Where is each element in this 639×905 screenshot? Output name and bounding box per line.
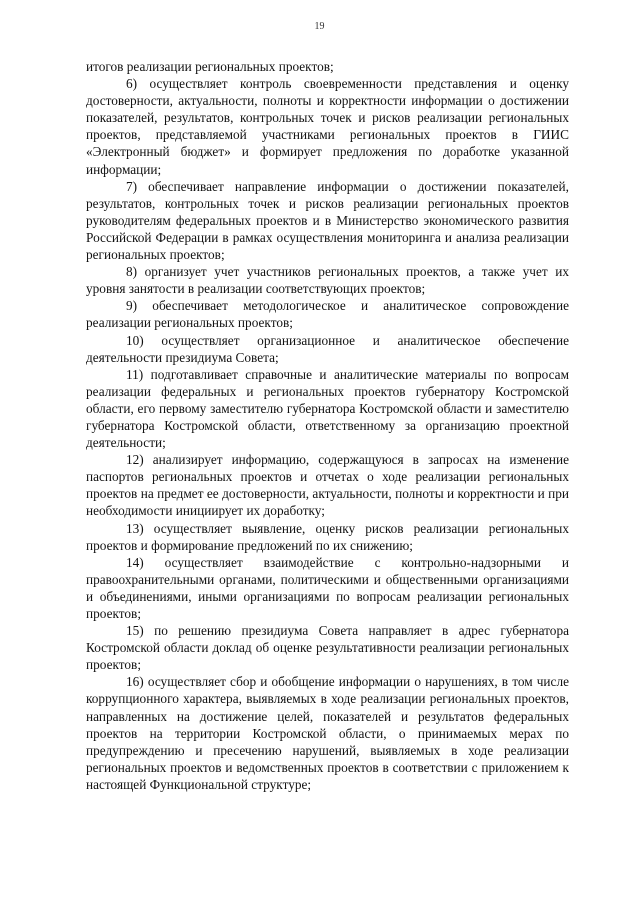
paragraph-item-8: 8) организует учет участников региональных проектов, а также учет их уровня занятости в реализации соответствующих проектов;: [86, 264, 569, 297]
paragraph-item-12: 12) анализирует информацию, содержащуюся в запросах на изменение паспортов региональных проектов и отчетах о ходе реализации региональных проектов на предмет ее достоверности, актуальности, полноты и корректности и при необходимости инициирует их доработку;: [86, 452, 569, 519]
page-number: 19: [314, 21, 325, 32]
paragraph-item-13: 13) осуществляет выявление, оценку рисков реализации региональных проектов и формирование предложений по их снижению;: [86, 520, 569, 553]
paragraph-item-10: 10) осуществляет организационное и аналитическое обеспечение деятельности президиума Совета;: [86, 332, 569, 365]
paragraph-item-9: 9) обеспечивает методологическое и аналитическое сопровождение реализации региональных проектов;: [86, 298, 569, 331]
paragraph-item-11: 11) подготавливает справочные и аналитические материалы по вопросам реализации федеральных и региональных проектов губернатору Костромской области, его первому заместителю губернатора Костромской области и заместителю губернатора Костромской области, ответственному за организацию проектной деятельности;: [86, 366, 569, 451]
paragraph-item-15: 15) по решению президиума Совета направляет в адрес губернатора Костромской области доклад об оценке результативности реализации региональных проектов;: [86, 623, 569, 673]
paragraph-item-6: 6) осуществляет контроль своевременности представления и оценку достоверности, актуальности, полноты и корректности информации о достижении показателей, результатов, контрольных точек и рисков реализации региональных проектов, представляемой участниками региональных проектов в ГИИС «Электронный бюджет» и формирует предложения по доработке указанной информации;: [86, 76, 569, 177]
paragraph-item-14: 14) осуществляет взаимодействие с контрольно-надзорными и правоохранительными органами, политическими и общественными организациями и объединениями, иными организациями по вопросам реализации региональных проектов;: [86, 554, 569, 621]
document-body: [86, 58, 569, 793]
paragraph-item-16: 16) осуществляет сбор и обобщение информации о нарушениях, в том числе коррупционного характера, выявляемых в ходе реализации региональных проектов, направленных на достижение целей, показателей и результатов федеральных проектов на территории Костромской области, о принимаемых мерах по предупреждению и пресечению нарушений, выявляемых в ходе реализации региональных проектов и ведомственных проектов в соответствии с приложением к настоящей Функциональной структуре;: [86, 674, 569, 792]
paragraph-continuation: итогов реализации региональных проектов;: [86, 59, 334, 74]
paragraph-item-7: 7) обеспечивает направление информации о достижении показателей, результатов, контрольных точек и рисков реализации региональных проектов руководителям федеральных проектов и в Министерство экономического развития Российской Федерации в рамках осуществления мониторинга и анализа реализации региональных проектов;: [86, 178, 569, 263]
